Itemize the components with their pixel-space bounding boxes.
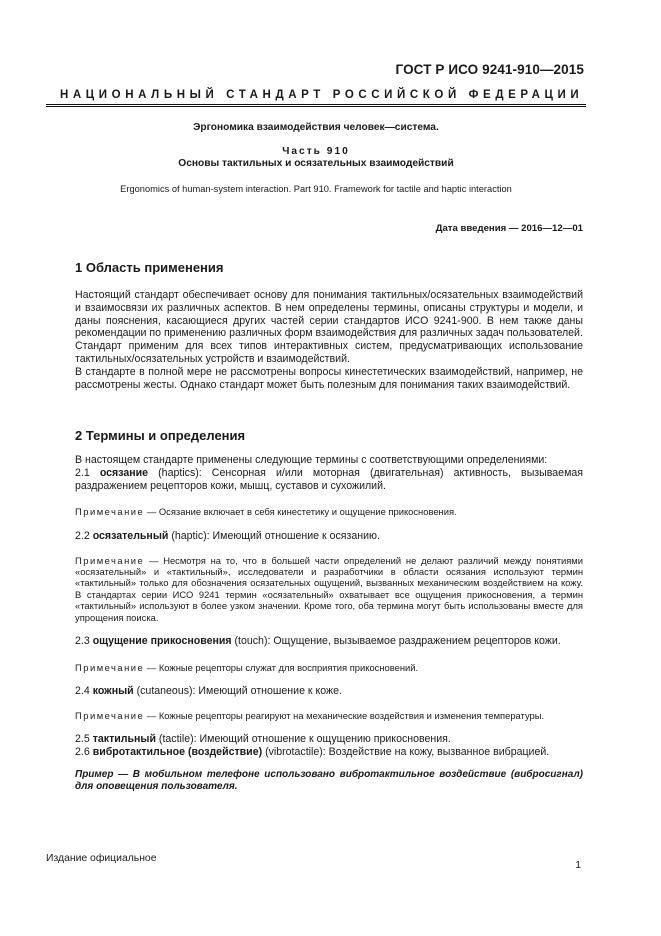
terms-intro: В настоящем стандарте применены следующие термины с соответствующими определениями:: [75, 454, 548, 466]
introduction-date: Дата введения — 2016—12—01: [435, 223, 583, 234]
document-part: Часть 910: [282, 146, 350, 157]
english-title: Ergonomics of human-system interaction. Part 910. Framework for tactile and haptic interaction: [120, 184, 512, 194]
term-2-2: 2.2 осязательный (haptic): Имеющий отношение к осязанию.: [75, 529, 380, 542]
section-1-paragraph-3: В стандарте в полной мере не рассмотрены вопросы кинестетических взаимодействий, например, не рассмотрены жесты. Однако стандарт может быть полезным для понимания таких взаимодействий.: [75, 365, 583, 391]
header-rule-thick: [46, 104, 586, 105]
section-1-heading: 1 Область применения: [75, 260, 224, 275]
example-note: Пример — В мобильном телефоне использовано вибротактильное воздействие (вибросигнал) для оповещения пользователя.: [75, 769, 583, 793]
document-subtitle: Основы тактильных и осязательных взаимодействий: [178, 158, 454, 169]
section-1: [75, 260, 583, 391]
header-rule-thin: [46, 106, 586, 107]
section-1-paragraph-2: Стандарт применим для всех типов интерактивных систем, предусматривающих использование тактильных/осязательных устройств и взаимодействий.: [75, 340, 583, 365]
section-2: [75, 428, 583, 794]
note-2-2: Примечание — Несмотря на то, что в большей части определений не делают различий между понятиями «осязательный» и «тактильный», исследователи и разработчики в области осязания используют термин «тактильный» только для обозначения осязательных ощущений, вызванных механическим воздействием на кожу. В стандартах серии ИСО 9241 термин «осязательный» охватывает все ощущения прикосновения, а термин «тактильный» используют в более узком значении. Кроме того, оба термина могут быть использованы вместе для упрощения поиска.: [75, 554, 583, 623]
national-standard-title: НАЦИОНАЛЬНЫЙ СТАНДАРТ РОССИЙСКОЙ ФЕДЕРАЦИИ: [60, 89, 584, 101]
section-1-paragraph-1: Настоящий стандарт обеспечивает основу для понимания тактильных/осязательных взаимодействий и взаимосвязи их различных аспектов. В нем определены термины, описаны структуры и модели, и даны пояснения, касающиеся других частей серии стандартов ИСО 9241-900. В нем также даны рекомендации по применению различных форм взаимодействия для различных задач пользователей.: [75, 289, 583, 340]
document-number: ГОСТ Р ИСО 9241-910—2015: [395, 62, 584, 77]
term-2-6: 2.6 вибротактильное (воздействие) (vibrotactile): Воздействие на кожу, вызванное вибрацией.: [75, 746, 550, 759]
document-title: Эргономика взаимодействия человек—система.: [193, 122, 439, 133]
note-2-1: Примечание — Осязание включает в себя кинестетику и ощущение прикосновения.: [75, 506, 457, 518]
term-2-4: 2.4 кожный (cutaneous): Имеющий отношение к коже.: [75, 685, 342, 698]
edition-label: Издание официальное: [46, 853, 157, 864]
term-2-3: 2.3 ощущение прикосновения (touch): Ощущение, вызываемое раздражением рецепторов кожи.: [75, 635, 561, 648]
term-2-5: 2.5 тактильный (tactile): Имеющий отношение к ощущению прикосновения.: [75, 733, 451, 746]
section-2-heading: 2 Термины и определения: [75, 428, 246, 443]
note-2-4: Примечание — Кожные рецепторы реагируют на механические воздействия и изменения температуры.: [75, 710, 545, 722]
note-2-3: Примечание — Кожные рецепторы служат для восприятия прикосновений.: [75, 661, 419, 673]
term-2-1: 2.1 осязание (haptics): Сенсорная и/или моторная (двигательная) активность, вызываемая раздражением рецепторов кожи, мышц, суставов и сухожилий.: [75, 466, 583, 492]
page-number: 1: [575, 860, 581, 871]
